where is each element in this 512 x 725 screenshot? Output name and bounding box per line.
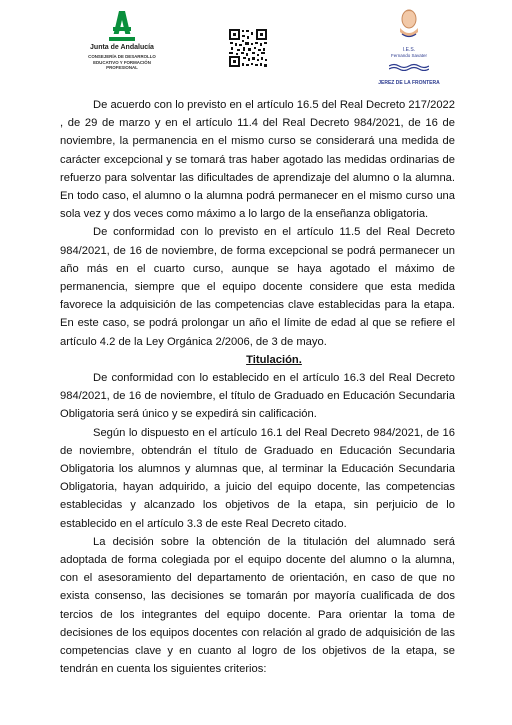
section-title: Titulación. [246, 353, 302, 366]
qr-code-icon[interactable] [228, 28, 268, 68]
body-paragraph: La decisión sobre la obtención de la titulación del alumnado será adoptada de forma colegiada por el equipo docente del alumno o la alumna, con el asesoramiento del departamento de orientación, en caso de que no exista consenso, las decisiones se tomarán por mayoría cualificada de dos tercios de los integrantes del equipo docente. Para orientar la toma de decisiones de los equipos docentes con relación al grado de adquisición de las competencias clave y en cuanto al logro de los objetivos de la etapa, se tendrán en cuenta los siguientes criterios: [60, 535, 455, 676]
body-paragraph: Según lo dispuesto en el artículo 16.1 del Real Decreto 984/2021, de 16 de noviembre, obtendrán el título de Graduado en Educación Secundaria Obligatoria los alumnos y alumnas que, al terminar la Educación Secundaria Obligatoria, hayan adquirido, a juicio del equipo docente, las competencias establecidas y alcanzado los objetivos de la etapa, sin perjuicio de lo establecido en el artículo 3.3 de este Real Decreto citado. [60, 426, 455, 530]
body-paragraph: De conformidad con lo establecido en el artículo 16.3 del Real Decreto 984/2021, de 16 de noviembre, el título de Graduado en Educación Secundaria Obligatoria será único y se expedirá sin calificación. [60, 372, 455, 421]
ies-crest-icon [392, 8, 426, 42]
consejeria-line: PROFESIONAL [106, 65, 138, 71]
junta-andalucia-logo [72, 10, 172, 71]
junta-andalucia-name: Junta de Andalucía [90, 44, 154, 51]
waves-icon [389, 63, 429, 71]
ies-fernando-savater-logo [374, 8, 444, 86]
ies-code: I.E.S. [402, 47, 416, 53]
ies-city: JEREZ DE LA FRONTERA [378, 80, 440, 86]
page-header [0, 0, 512, 100]
body-paragraph: De acuerdo con lo previsto en el artículo 16.5 del Real Decreto 217/2022 , de 29 de marzo y en el artículo 11.4 del Real Decreto 984/2021, de 16 de noviembre, la permanencia en el mismo curso se considerará una medida de carácter excepcional y se tomará tras haber agotado las medidas ordinarias de refuerzo para solventar las dificultades de aprendizaje del alumno o la alumna. En todo caso, el alumno o la alumna podrá permanecer en el mismo curso una sola vez y dos veces como máximo a lo largo de la enseñanza obligatoria. [60, 99, 455, 221]
ies-name: Fernando Savater [390, 53, 428, 58]
consejeria-line: EDUCATIVO Y FORMACIÓN [93, 59, 151, 65]
consejeria-subtitle [72, 54, 172, 71]
document-body [60, 96, 455, 679]
junta-andalucia-emblem-icon [105, 10, 139, 42]
body-paragraph: De conformidad con lo previsto en el artículo 11.5 del Real Decreto 984/2021, de 16 de noviembre, de forma excepcional se podrá permanecer un año más en el cuarto curso, aunque se haya agotado el máximo de permanencia, siempre que el equipo docente considere que esta medida favorece la adquisición de las competencias clave establecidas para la etapa. En este caso, se podrá prolongar un año el límite de edad al que se refiere el artículo 4.2 de la Ley Orgánica 2/2006, de 3 de mayo. [60, 226, 455, 348]
consejeria-line: CONSEJERÍA DE DESARROLLO [88, 54, 156, 59]
